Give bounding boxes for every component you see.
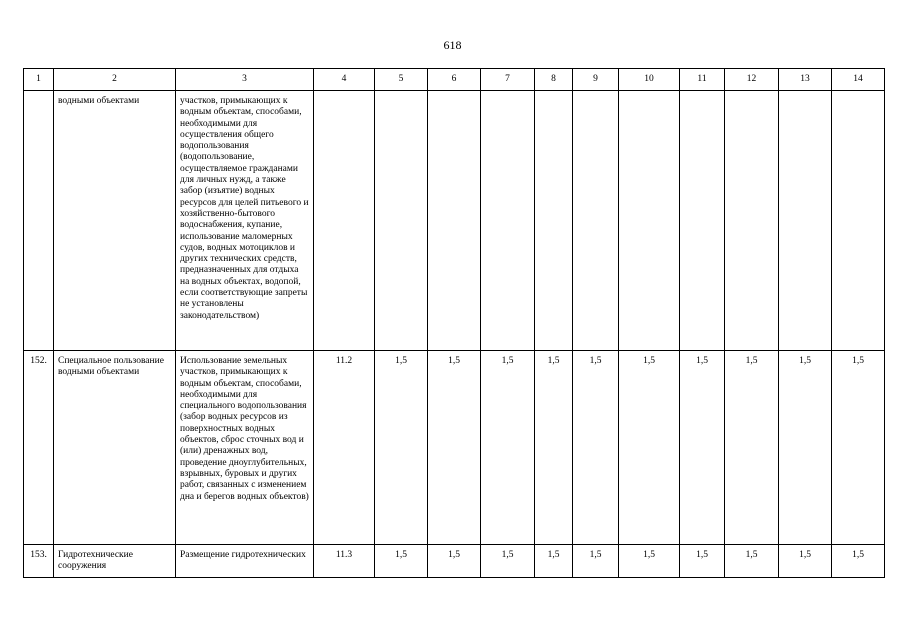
column-header: 5 — [375, 69, 428, 91]
row-value: 1,5 — [832, 545, 885, 578]
column-header: 11 — [680, 69, 725, 91]
row-value: 1,5 — [375, 351, 428, 545]
table-row — [24, 91, 885, 351]
row-name: Гидротехнические сооружения — [54, 545, 176, 578]
row-code: 11.3 — [314, 545, 375, 578]
row-value — [832, 91, 885, 351]
table-header-row — [24, 69, 885, 91]
row-value: 1,5 — [535, 545, 573, 578]
row-value: 1,5 — [573, 545, 619, 578]
row-value: 1,5 — [428, 351, 481, 545]
page-number: 618 — [443, 38, 462, 52]
row-value — [680, 91, 725, 351]
row-value: 1,5 — [619, 351, 680, 545]
row-value — [375, 91, 428, 351]
row-code — [314, 91, 375, 351]
row-name: Специальное пользование водными объектами — [54, 351, 176, 545]
column-header: 1 — [24, 69, 54, 91]
row-value: 1,5 — [779, 545, 832, 578]
row-description: Использование земельных участков, примыкающих к водным объектам, способами, необходимыми для специального водопользования (забор водных ресурсов из поверхностных водных объектов, сброс сточных вод и (или) дренажных вод, проведение дноуглубительных, взрывных, буровых и других работ, связанных с изменением дна и берегов водных объектов) — [176, 351, 314, 545]
column-header: 3 — [176, 69, 314, 91]
column-header: 12 — [725, 69, 779, 91]
row-description: Размещение гидротехнических — [176, 545, 314, 578]
row-value — [535, 91, 573, 351]
row-value: 1,5 — [725, 351, 779, 545]
row-value — [573, 91, 619, 351]
row-value: 1,5 — [428, 545, 481, 578]
column-header: 7 — [481, 69, 535, 91]
row-value: 1,5 — [481, 351, 535, 545]
row-value: 1,5 — [725, 545, 779, 578]
row-number: 153. — [24, 545, 54, 578]
row-value — [481, 91, 535, 351]
column-header: 14 — [832, 69, 885, 91]
row-number: 152. — [24, 351, 54, 545]
column-header: 8 — [535, 69, 573, 91]
column-header: 13 — [779, 69, 832, 91]
row-value: 1,5 — [573, 351, 619, 545]
column-header: 4 — [314, 69, 375, 91]
row-value: 1,5 — [619, 545, 680, 578]
row-code: 11.2 — [314, 351, 375, 545]
row-name: водными объектами — [54, 91, 176, 351]
row-value: 1,5 — [680, 545, 725, 578]
regulation-table — [23, 68, 885, 578]
column-header: 10 — [619, 69, 680, 91]
row-value — [779, 91, 832, 351]
row-number — [24, 91, 54, 351]
row-value: 1,5 — [481, 545, 535, 578]
row-value: 1,5 — [832, 351, 885, 545]
row-value — [428, 91, 481, 351]
table-row — [24, 351, 885, 545]
row-value — [725, 91, 779, 351]
row-value: 1,5 — [535, 351, 573, 545]
column-header: 2 — [54, 69, 176, 91]
row-value: 1,5 — [375, 545, 428, 578]
row-description: участков, примыкающих к водным объектам, способами, необходимыми для осуществления общего водопользования (водопользование, осуществляемое гражданами для личных нужд, а также забор (изъятие) водных ресурсов для целей питьевого и хозяйственно-бытового водоснабжения, купание, использование маломерных судов, водных мотоциклов и других технических средств, предназначенных для отдыха на водных объектах, водопой, если соответствующие запреты не установлены законодательством) — [176, 91, 314, 351]
row-value: 1,5 — [680, 351, 725, 545]
row-value — [619, 91, 680, 351]
column-header: 9 — [573, 69, 619, 91]
row-value: 1,5 — [779, 351, 832, 545]
table-row — [24, 545, 885, 578]
column-header: 6 — [428, 69, 481, 91]
